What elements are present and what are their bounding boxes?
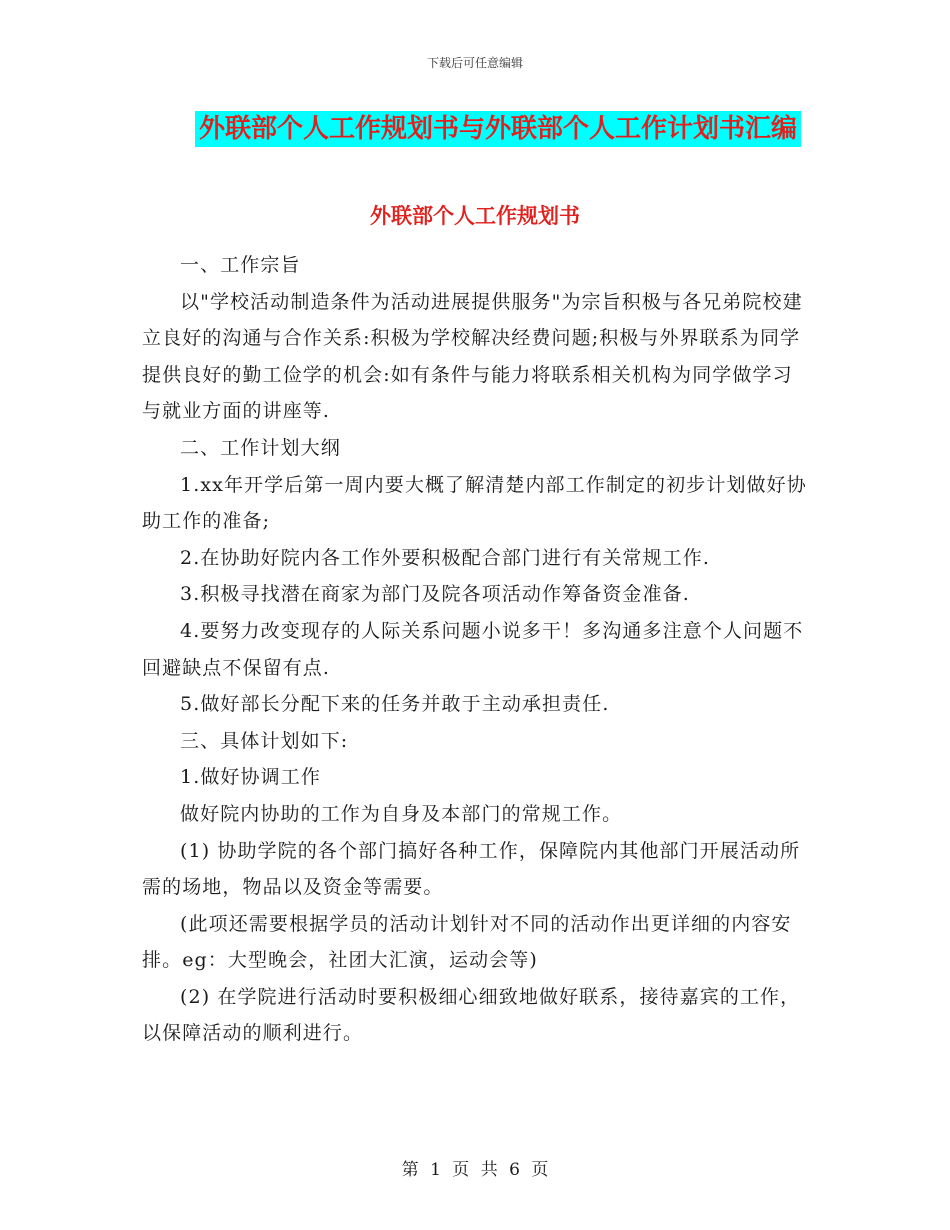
header-note: 下载后可任意编辑 — [426, 56, 523, 70]
paragraph-heading-3: 三、具体计划如下: — [180, 729, 349, 752]
paragraph: (此项还需要根据学员的活动计划针对不同的活动作出更详细的内容安排。eg：大型晚会，社团大汇演，运动会等) — [142, 912, 792, 972]
document-body — [142, 247, 808, 1052]
main-title-container — [0, 111, 950, 147]
paragraph: (1) 协助学院的各个部门搞好各种工作，保障院内其他部门开展活动所需的场地，物品以及资金等需要。 — [142, 839, 801, 899]
page-number-footer: 第 1 页 共 6 页 — [401, 1160, 549, 1180]
paragraph-heading-2: 二、工作计划大纲 — [180, 436, 341, 459]
paragraph: 1.做好协调工作 — [180, 766, 321, 789]
document-main-title: 外联部个人工作规划书与外联部个人工作计划书汇编 — [195, 111, 801, 147]
paragraph: 4.要努力改变现存的人际关系问题小说多干！多沟通多注意个人问题不回避缺点不保留有点. — [142, 619, 804, 679]
paragraph: 1.xx年开学后第一周内要大概了解清楚内部工作制定的初步计划做好协助工作的准备; — [142, 473, 807, 533]
paragraph: (2) 在学院进行活动时要积极细心细致地做好联系，接待嘉宾的工作，以保障活动的顺利进行。 — [142, 985, 801, 1045]
paragraph: 5.做好部长分配下来的任务并敢于主动承担责任. — [180, 693, 610, 716]
paragraph-heading-1: 一、工作宗旨 — [180, 254, 301, 276]
paragraph: 2.在协助好院内各工作外要积极配合部门进行有关常规工作. — [180, 546, 710, 569]
paragraph: 3.积极寻找潜在商家为部门及院各项活动作筹备资金准备. — [180, 583, 690, 606]
paragraph: 以"学校活动制造条件为活动进展提供服务"为宗旨积极与各兄弟院校建立良好的沟通与合作关系:积极为学校解决经费问题;积极与外界联系为同学提供良好的勤工俭学的机会:如有条件与能力将联系相关机构为同学做学习与就业方面的讲座等. — [142, 290, 803, 423]
document-section-title: 外联部个人工作规划书 — [370, 204, 580, 228]
paragraph: 做好院内协助的工作为自身及本部门的常规工作。 — [180, 802, 623, 825]
